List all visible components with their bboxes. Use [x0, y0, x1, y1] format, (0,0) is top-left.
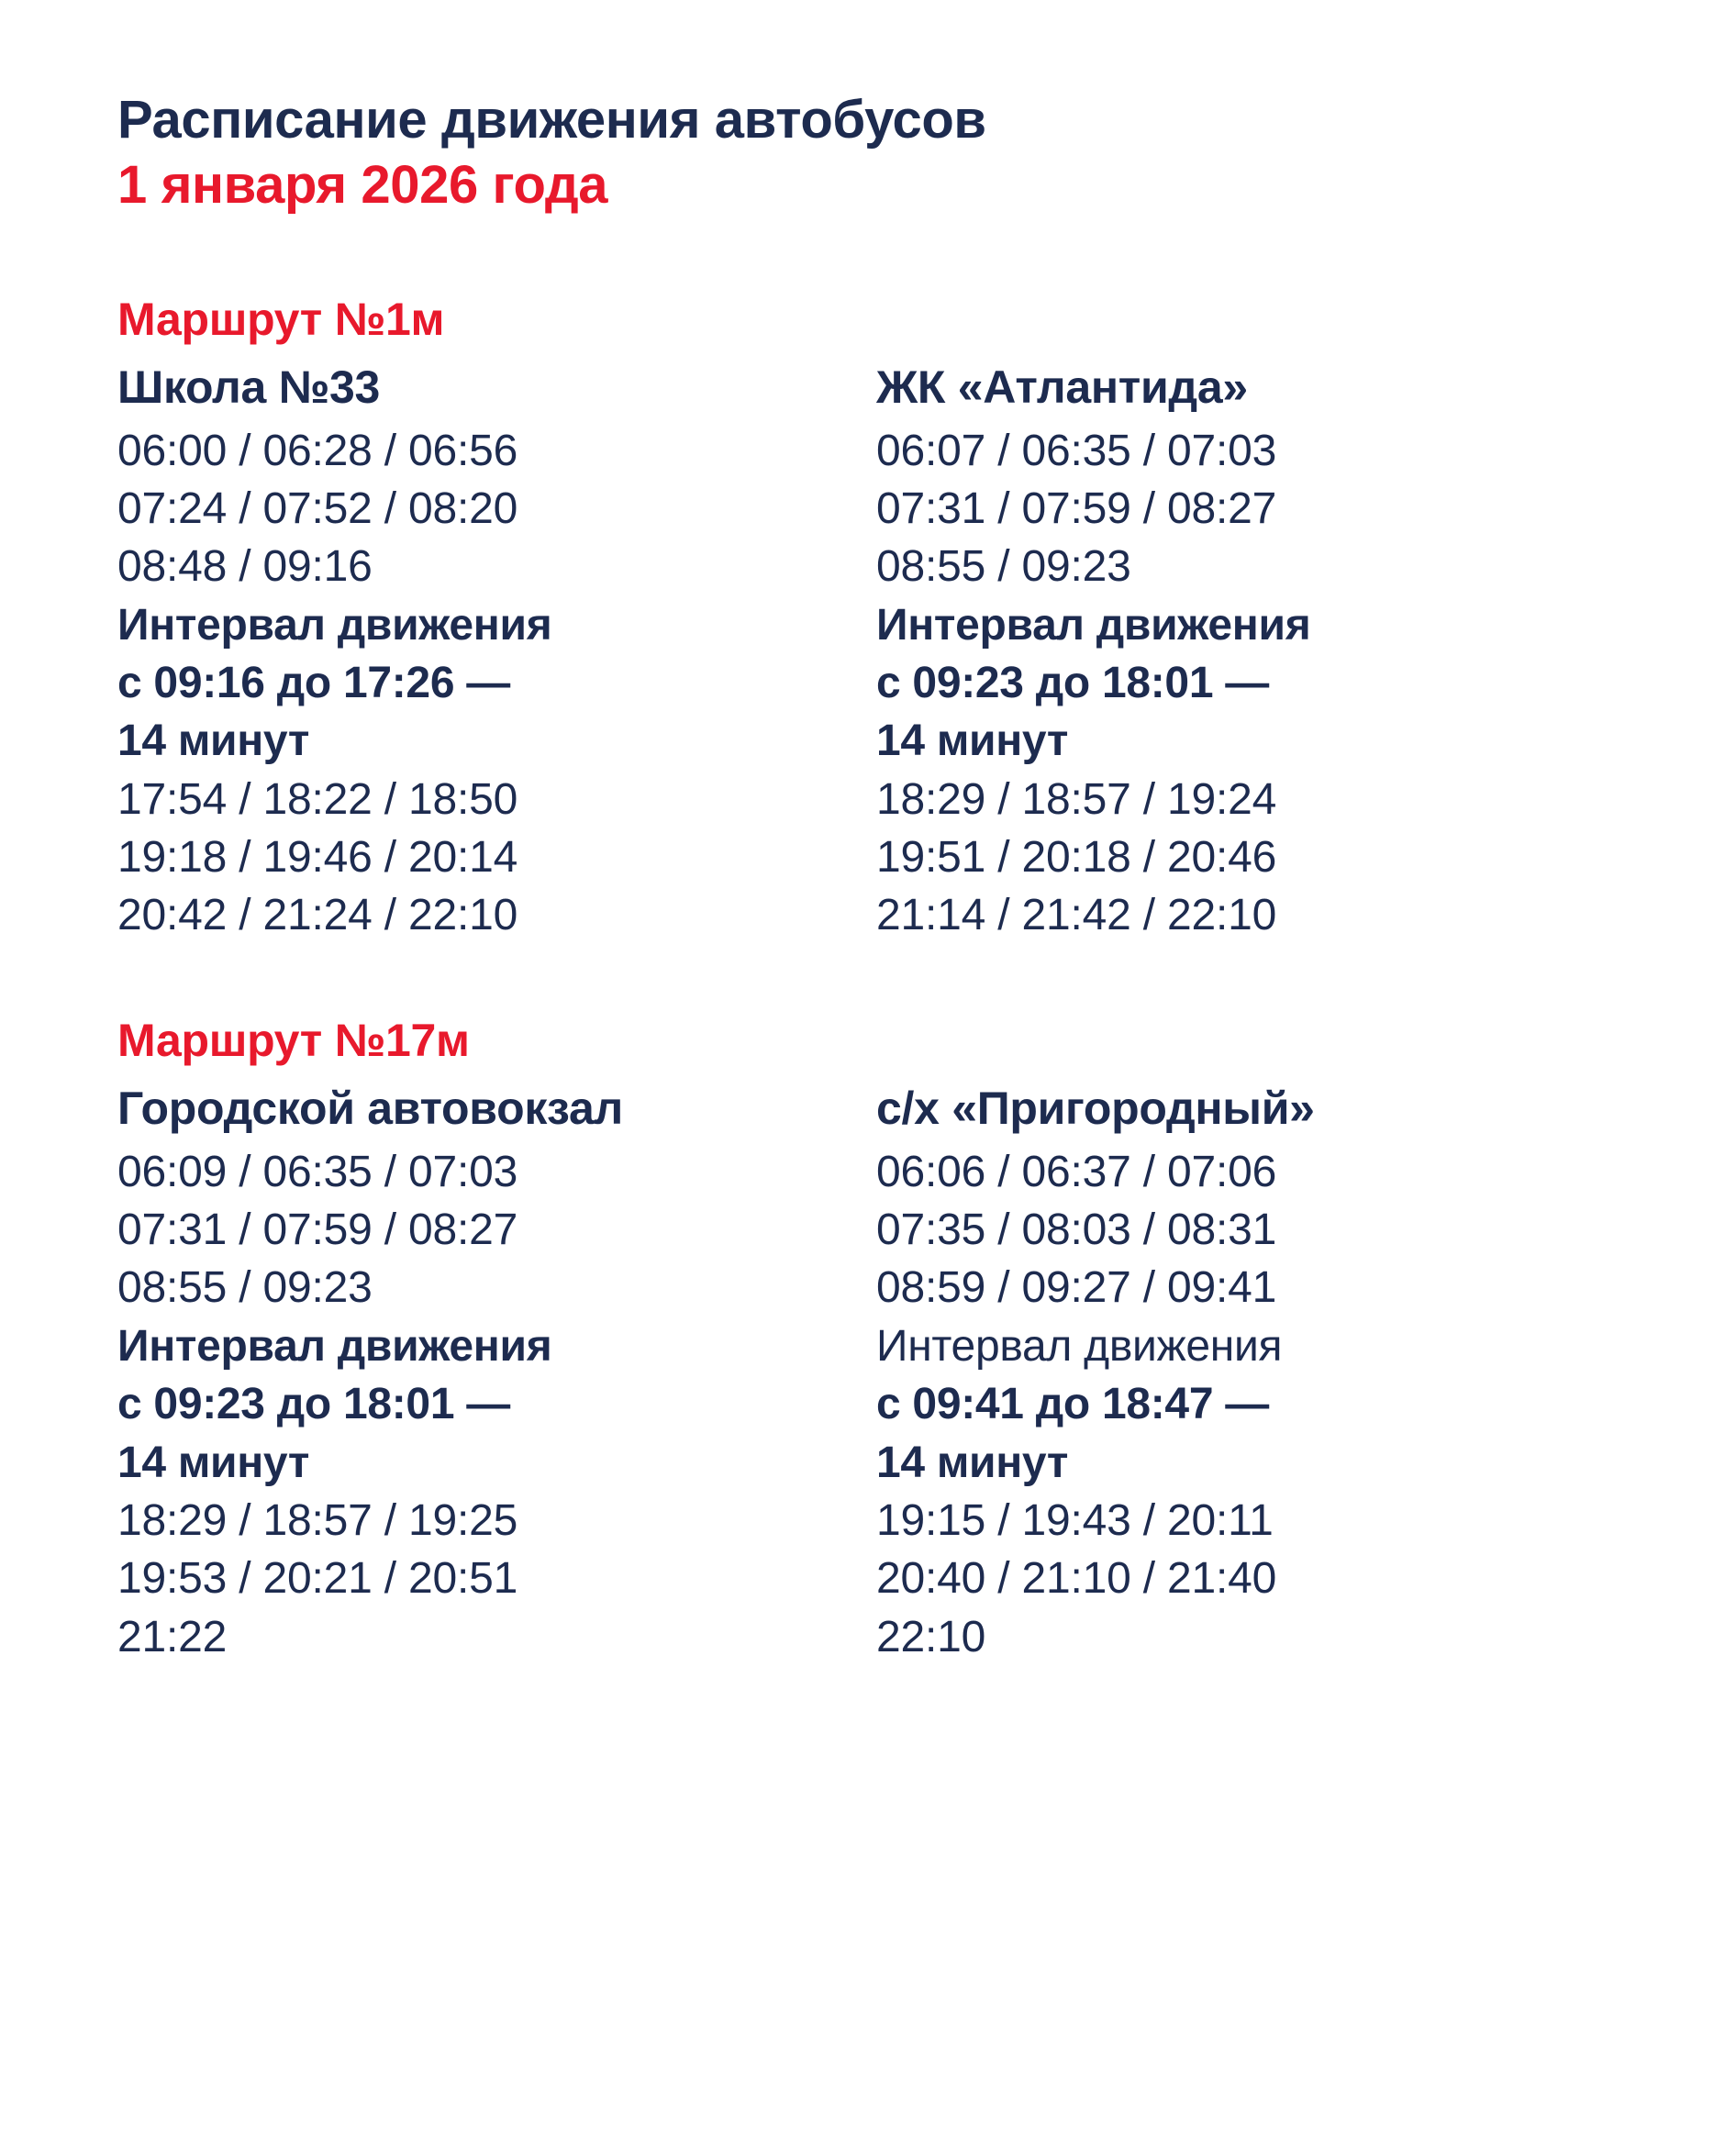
interval-note-line: с 09:23 до 18:01 —: [876, 658, 1269, 707]
interval-note-line: Интервал движения: [876, 600, 1311, 650]
direction-column: [876, 357, 1635, 945]
departure-times-line: 08:55 / 09:23: [876, 542, 1131, 592]
departure-times-line: 22:10: [876, 1612, 986, 1661]
departure-times-line: 07:31 / 07:59 / 08:27: [117, 1205, 518, 1255]
departure-times-line: 08:55 / 09:23: [117, 1263, 373, 1313]
departure-times-line: 06:09 / 06:35 / 07:03: [117, 1147, 518, 1196]
route-title: Маршрут №1м: [117, 293, 445, 345]
departure-times-line: 20:40 / 21:10 / 21:40: [876, 1554, 1277, 1604]
departure-times-line: 20:42 / 21:24 / 22:10: [117, 891, 518, 940]
departure-times-line: 07:35 / 08:03 / 08:31: [876, 1205, 1277, 1255]
departure-times-line: 06:00 / 06:28 / 06:56: [117, 426, 518, 475]
direction-column: [117, 357, 876, 945]
interval-note-line: 14 минут: [876, 1438, 1069, 1487]
route-block: [117, 1011, 1635, 1666]
page-title: Расписание движения автобусов: [117, 90, 986, 150]
departure-times-line: 07:24 / 07:52 / 08:20: [117, 483, 518, 533]
interval-note-line: Интервал движения: [876, 1321, 1283, 1371]
interval-note-line: с 09:16 до 17:26 —: [117, 658, 510, 707]
departure-times-line: 06:07 / 06:35 / 07:03: [876, 426, 1277, 475]
departure-times-line: 17:54 / 18:22 / 18:50: [117, 774, 518, 824]
interval-note-line: с 09:41 до 18:47 —: [876, 1380, 1269, 1429]
departure-times-line: 21:22: [117, 1612, 228, 1661]
departure-times-line: 06:06 / 06:37 / 07:06: [876, 1147, 1277, 1196]
stop-name: ЖК «Атлантида»: [876, 361, 1248, 413]
departure-times-line: 07:31 / 07:59 / 08:27: [876, 483, 1277, 533]
stop-name: Городской автовокзал: [117, 1082, 623, 1134]
departure-times-line: 19:51 / 20:18 / 20:46: [876, 833, 1277, 883]
departure-times-line: 21:14 / 21:42 / 22:10: [876, 891, 1277, 940]
interval-note-line: 14 минут: [117, 717, 310, 766]
route-directions: [117, 357, 1635, 945]
departure-times-line: 19:15 / 19:43 / 20:11: [876, 1495, 1274, 1545]
stop-name: с/х «Пригородный»: [876, 1082, 1315, 1134]
direction-column: [117, 1078, 876, 1666]
route-title: Маршрут №17м: [117, 1014, 470, 1066]
interval-note-line: Интервал движения: [117, 1321, 552, 1371]
route-directions: [117, 1078, 1635, 1666]
departure-times-line: 19:18 / 19:46 / 20:14: [117, 833, 518, 883]
interval-note-line: 14 минут: [876, 717, 1069, 766]
interval-note-line: Интервал движения: [117, 600, 552, 650]
interval-note-line: 14 минут: [117, 1438, 310, 1487]
route-block: [117, 290, 1635, 945]
interval-note-line: с 09:23 до 18:01 —: [117, 1380, 510, 1429]
departure-times-line: 08:59 / 09:27 / 09:41: [876, 1263, 1277, 1313]
page-date: 1 января 2026 года: [117, 154, 608, 215]
departure-times-line: 18:29 / 18:57 / 19:25: [117, 1495, 518, 1545]
direction-column: [876, 1078, 1635, 1666]
departure-times-line: 08:48 / 09:16: [117, 542, 373, 592]
departure-times-line: 19:53 / 20:21 / 20:51: [117, 1554, 518, 1604]
stop-name: Школа №33: [117, 361, 381, 413]
departure-times-line: 18:29 / 18:57 / 19:24: [876, 774, 1277, 824]
